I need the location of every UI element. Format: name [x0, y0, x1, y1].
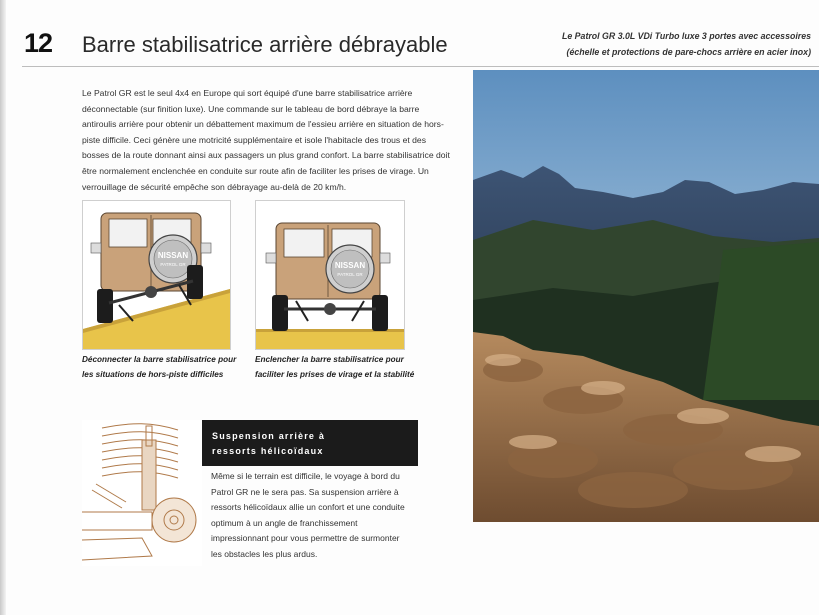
- photo-caption: [511, 28, 811, 60]
- spare-wheel-model: PATROL GR: [337, 272, 363, 277]
- spare-wheel-brand: NISSAN: [334, 261, 366, 270]
- page-title: Barre stabilisatrice arrière débrayable: [82, 32, 448, 57]
- car-rear-offroad-illustration: [83, 201, 230, 349]
- mountain-landscape-photo: [473, 70, 819, 522]
- page-spine-shadow: [0, 0, 6, 615]
- suspension-paragraph: Même si le terrain est difficile, le voyage à bord du Patrol GR ne le sera pas. Sa suspension arrière à ressorts hélicoïdaux allie un confort et une conduite optimum à un angle de franchissement impressionnant pour vous permettre de surmonter les obstacles les plus ardus.: [211, 471, 405, 559]
- figure-disconnect: [82, 200, 231, 350]
- intro-paragraph: Le Patrol GR est le seul 4x4 en Europe qui sort équipé d'une barre stabilisatrice arrière déconnectable (sur finition luxe). Une commande sur le tableau de bord débraye la barre antiroulis arrière pour obtenir un débattement maximum de l'essieu arrière en situation de hors-piste difficile. Ceci génère une motricité supplémentaire et isole l'habitacle des trous et des bosses de la route donnant ainsi aux passagers un plus grand confort. La barre stabilisatrice doit être normalement enclenchée en conduite sur route afin de faciliter les prises de virage. Un verrouillage de sécurité empêche son débrayage au-delà de 20 km/h.: [82, 88, 450, 192]
- figure-engage: [255, 200, 405, 350]
- suspension-heading-box: [202, 420, 418, 466]
- page-number: 12: [24, 28, 53, 58]
- photo-caption-line1: Le Patrol GR 3.0L VDi Turbo luxe 3 portes avec accessoires: [561, 31, 811, 41]
- figure-disconnect-caption: Déconnecter la barre stabilisatrice pour les situations de hors-piste difficiles: [82, 355, 237, 379]
- photo-caption-line2: (échelle et protections de pare-chocs arrière en acier inox): [566, 47, 811, 57]
- figure-engage-caption: Enclencher la barre stabilisatrice pour faciliter les prises de virage et la stabilité: [255, 355, 415, 379]
- car-rear-road-illustration: [256, 201, 404, 349]
- spare-wheel-brand: NISSAN: [157, 251, 189, 260]
- suspension-heading-line2: ressorts hélicoïdaux: [212, 446, 324, 456]
- suspension-heading-line1: Suspension arrière à: [212, 431, 326, 441]
- suspension-illustration: [82, 420, 202, 566]
- header-divider: [22, 66, 819, 67]
- spare-wheel-model: PATROL GR: [160, 262, 186, 267]
